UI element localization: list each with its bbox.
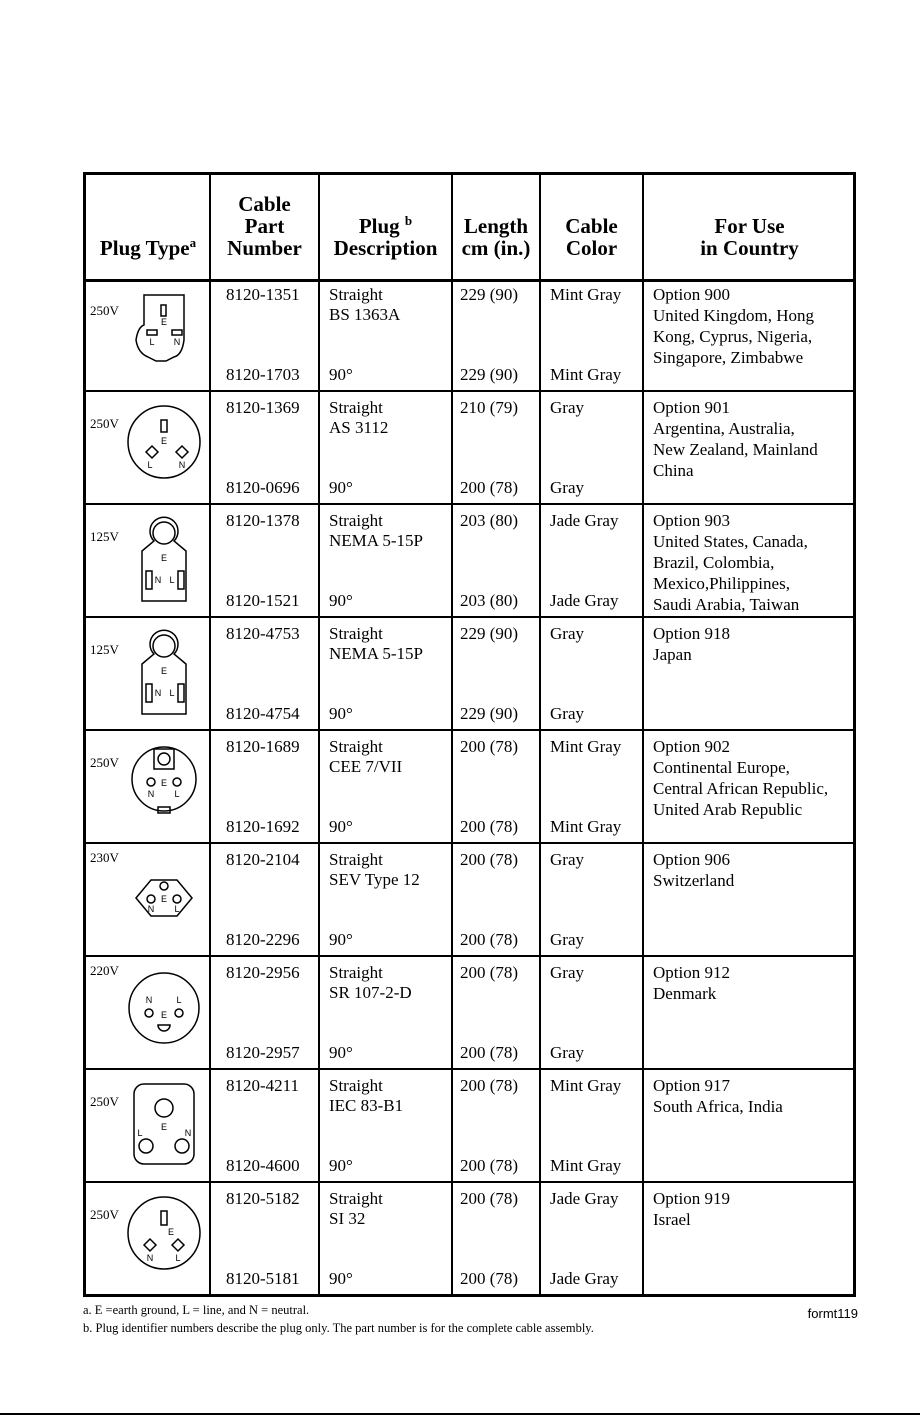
part-number-straight: 8120-5182 xyxy=(226,1189,300,1208)
plug-description-90: 90° xyxy=(329,1269,353,1288)
country-line: China xyxy=(653,461,694,480)
plug-description-90: 90° xyxy=(329,478,353,497)
sev-type-12-plug-icon xyxy=(116,850,212,946)
cable-color-90: Mint Gray xyxy=(550,817,622,836)
svg-text:L: L xyxy=(169,575,175,585)
sr-107-2-d-plug-icon xyxy=(116,963,212,1059)
country-line: Mexico,Philippines, xyxy=(653,574,790,593)
cable-color-straight: Gray xyxy=(550,963,584,982)
header-plug-type xyxy=(86,175,210,279)
length-90: 200 (78) xyxy=(460,1156,519,1175)
plug-description-standard: BS 1363A xyxy=(329,305,401,324)
option-number: Option 903 xyxy=(653,511,730,530)
cable-color-straight: Mint Gray xyxy=(550,285,622,304)
plug-description-standard: AS 3112 xyxy=(329,418,389,437)
header-line: Part xyxy=(244,214,285,238)
country-line: Continental Europe, xyxy=(653,758,790,777)
svg-text:L: L xyxy=(174,904,180,914)
option-number: Option 919 xyxy=(653,1189,730,1208)
option-number: Option 900 xyxy=(653,285,730,304)
length-90: 200 (78) xyxy=(460,817,519,836)
voltage-label: 125V xyxy=(90,642,119,657)
si-32-plug-icon xyxy=(116,1189,212,1285)
svg-text:E: E xyxy=(160,436,168,446)
part-number-straight: 8120-1351 xyxy=(226,285,300,304)
svg-text:E: E xyxy=(167,1227,175,1237)
country-line: Denmark xyxy=(653,984,717,1003)
table-body xyxy=(86,279,853,1294)
svg-text:L: L xyxy=(147,460,153,470)
length-straight: 229 (90) xyxy=(460,285,519,304)
voltage-label: 250V xyxy=(90,1094,119,1109)
country-line: United Kingdom, Hong xyxy=(653,306,815,325)
length-90: 229 (90) xyxy=(460,365,519,384)
header-line: Plug xyxy=(358,214,400,238)
country-line: Brazil, Colombia, xyxy=(653,553,775,572)
plug-description: Straight xyxy=(329,285,383,304)
table-row xyxy=(86,1070,853,1183)
table-row xyxy=(86,731,853,844)
part-number-straight: 8120-1369 xyxy=(226,398,300,417)
length-straight: 200 (78) xyxy=(460,1189,519,1208)
header-line: For Use xyxy=(714,214,785,238)
voltage-label: 230V xyxy=(90,850,119,865)
part-number-straight: 8120-2104 xyxy=(226,850,300,869)
part-number-straight: 8120-4753 xyxy=(226,624,300,643)
header-line: Cable xyxy=(238,192,291,216)
length-90: 229 (90) xyxy=(460,704,519,723)
length-straight: 203 (80) xyxy=(460,511,519,530)
part-number-90: 8120-1703 xyxy=(226,365,300,384)
length-straight: 200 (78) xyxy=(460,850,519,869)
svg-text:L: L xyxy=(169,688,175,698)
header-length xyxy=(452,175,540,279)
plug-description: Straight xyxy=(329,511,383,530)
cable-color-90: Jade Gray xyxy=(550,591,619,610)
header-plug-type-label: Plug Type xyxy=(99,236,190,260)
australia-as3112-plug-icon xyxy=(116,398,212,494)
option-number: Option 906 xyxy=(653,850,730,869)
svg-text:N: N xyxy=(184,1128,192,1138)
header-part-number xyxy=(210,175,319,279)
svg-text:N: N xyxy=(146,1253,154,1263)
length-90: 200 (78) xyxy=(460,1043,519,1062)
option-number: Option 902 xyxy=(653,737,730,756)
cable-color-90: Mint Gray xyxy=(550,365,622,384)
plug-description-standard: CEE 7/VII xyxy=(329,757,403,776)
part-number-90: 8120-0696 xyxy=(226,478,300,497)
length-90: 203 (80) xyxy=(460,591,519,610)
length-90: 200 (78) xyxy=(460,478,519,497)
voltage-label: 125V xyxy=(90,529,119,544)
country-line: Singapore, Zimbabwe xyxy=(653,348,804,367)
nema-5-15p-plug-icon xyxy=(116,511,212,607)
svg-text:E: E xyxy=(160,666,168,676)
plug-description: Straight xyxy=(329,737,383,756)
cable-color-straight: Mint Gray xyxy=(550,1076,622,1095)
cable-color-90: Mint Gray xyxy=(550,1156,622,1175)
header-line: cm (in.) xyxy=(461,236,531,260)
power-cord-table xyxy=(83,172,856,1297)
country-line: South Africa, India xyxy=(653,1097,783,1116)
country-line: United States, Canada, xyxy=(653,532,808,551)
plug-description-90: 90° xyxy=(329,591,353,610)
cable-color-straight: Mint Gray xyxy=(550,737,622,756)
table-row xyxy=(86,957,853,1070)
svg-text:L: L xyxy=(174,789,180,799)
footnote-a: a. E =earth ground, L = line, and N = neutral. xyxy=(83,1303,310,1317)
table-row xyxy=(86,844,853,957)
country-line: Switzerland xyxy=(653,871,735,890)
header-plug-description xyxy=(319,175,452,279)
plug-description: Straight xyxy=(329,1189,383,1208)
plug-description: Straight xyxy=(329,1076,383,1095)
figure-code: formt119 xyxy=(807,1306,858,1321)
header-cable-color xyxy=(540,175,643,279)
length-straight: 200 (78) xyxy=(460,737,519,756)
part-number-90: 8120-2296 xyxy=(226,930,300,949)
part-number-straight: 8120-1689 xyxy=(226,737,300,756)
voltage-label: 250V xyxy=(90,303,119,318)
plug-description-standard: NEMA 5-15P xyxy=(329,644,423,663)
cable-color-straight: Gray xyxy=(550,624,584,643)
length-straight: 210 (79) xyxy=(460,398,519,417)
svg-text:E: E xyxy=(160,778,168,788)
header-line: Length xyxy=(463,214,529,238)
plug-description: Straight xyxy=(329,398,383,417)
plug-description-standard: NEMA 5-15P xyxy=(329,531,423,550)
part-number-90: 8120-4754 xyxy=(226,704,300,723)
country-line: New Zealand, Mainland xyxy=(653,440,818,459)
part-number-90: 8120-5181 xyxy=(226,1269,300,1288)
part-number-90: 8120-1692 xyxy=(226,817,300,836)
cable-color-straight: Jade Gray xyxy=(550,1189,619,1208)
table-header xyxy=(86,175,853,282)
cable-color-90: Gray xyxy=(550,704,584,723)
svg-text:N: N xyxy=(154,688,162,698)
svg-text:E: E xyxy=(160,1122,168,1132)
header-country xyxy=(643,175,856,279)
option-number: Option 912 xyxy=(653,963,730,982)
country-line: Kong, Cyprus, Nigeria, xyxy=(653,327,813,346)
country-line: Saudi Arabia, Taiwan xyxy=(653,595,800,614)
part-number-90: 8120-1521 xyxy=(226,591,300,610)
svg-text:N: N xyxy=(178,460,186,470)
voltage-label: 250V xyxy=(90,755,119,770)
option-number: Option 901 xyxy=(653,398,730,417)
table-row xyxy=(86,618,853,731)
option-number: Option 917 xyxy=(653,1076,730,1095)
svg-text:N: N xyxy=(173,337,181,347)
length-90: 200 (78) xyxy=(460,1269,519,1288)
svg-text:N: N xyxy=(154,575,162,585)
country-line: Israel xyxy=(653,1210,691,1229)
plug-description: Straight xyxy=(329,624,383,643)
svg-text:N: N xyxy=(147,789,155,799)
footnote-ref-a: a xyxy=(189,235,197,250)
svg-text:L: L xyxy=(137,1128,143,1138)
plug-description-90: 90° xyxy=(329,365,353,384)
table-row xyxy=(86,505,853,618)
svg-text:E: E xyxy=(160,553,168,563)
plug-description-90: 90° xyxy=(329,930,353,949)
country-line: Argentina, Australia, xyxy=(653,419,795,438)
plug-description: Straight xyxy=(329,850,383,869)
cable-color-straight: Jade Gray xyxy=(550,511,619,530)
length-straight: 200 (78) xyxy=(460,1076,519,1095)
length-straight: 229 (90) xyxy=(460,624,519,643)
length-straight: 200 (78) xyxy=(460,963,519,982)
plug-description-standard: SR 107-2-D xyxy=(329,983,412,1002)
plug-description-standard: SEV Type 12 xyxy=(329,870,420,889)
table-row xyxy=(86,392,853,505)
plug-description-90: 90° xyxy=(329,817,353,836)
svg-text:E: E xyxy=(160,317,168,327)
voltage-label: 220V xyxy=(90,963,119,978)
svg-text:L: L xyxy=(149,337,155,347)
svg-text:E: E xyxy=(160,894,168,904)
country-line: Japan xyxy=(653,645,692,664)
cable-color-straight: Gray xyxy=(550,398,584,417)
table-row xyxy=(86,1183,853,1296)
uk-bs1363-plug-icon xyxy=(116,285,212,381)
page-rule xyxy=(0,1413,920,1415)
header-line: Number xyxy=(227,236,302,260)
cee-7-vii-plug-icon xyxy=(116,737,212,833)
footnote-ref-b: b xyxy=(404,213,413,228)
part-number-straight: 8120-4211 xyxy=(226,1076,300,1095)
part-number-straight: 8120-1378 xyxy=(226,511,300,530)
iec-83-b1-plug-icon xyxy=(116,1076,212,1172)
header-line: Color xyxy=(565,236,618,260)
svg-text:E: E xyxy=(160,1010,168,1020)
cable-color-straight: Gray xyxy=(550,850,584,869)
plug-description-90: 90° xyxy=(329,704,353,723)
header-line: in Country xyxy=(700,236,799,260)
part-number-straight: 8120-2956 xyxy=(226,963,300,982)
table-row xyxy=(86,279,853,392)
country-line: Central African Republic, xyxy=(653,779,829,798)
voltage-label: 250V xyxy=(90,1207,119,1222)
plug-description-standard: SI 32 xyxy=(329,1209,366,1228)
header-line: Description xyxy=(333,236,438,260)
svg-text:N: N xyxy=(145,995,153,1005)
cable-color-90: Jade Gray xyxy=(550,1269,619,1288)
cable-color-90: Gray xyxy=(550,1043,584,1062)
cable-color-90: Gray xyxy=(550,930,584,949)
length-90: 200 (78) xyxy=(460,930,519,949)
voltage-label: 250V xyxy=(90,416,119,431)
option-number: Option 918 xyxy=(653,624,730,643)
plug-description: Straight xyxy=(329,963,383,982)
cable-color-90: Gray xyxy=(550,478,584,497)
footnote-b: b. Plug identifier numbers describe the plug only. The part number is for the complete cable assembly. xyxy=(83,1321,594,1335)
plug-description-90: 90° xyxy=(329,1156,353,1175)
country-line: United Arab Republic xyxy=(653,800,803,819)
plug-description-90: 90° xyxy=(329,1043,353,1062)
part-number-90: 8120-2957 xyxy=(226,1043,300,1062)
svg-text:L: L xyxy=(176,995,182,1005)
nema-5-15p-plug-icon xyxy=(116,624,212,720)
plug-description-standard: IEC 83-B1 xyxy=(329,1096,404,1115)
svg-text:L: L xyxy=(175,1253,181,1263)
svg-text:N: N xyxy=(147,904,155,914)
part-number-90: 8120-4600 xyxy=(226,1156,300,1175)
header-line: Cable xyxy=(565,214,618,238)
